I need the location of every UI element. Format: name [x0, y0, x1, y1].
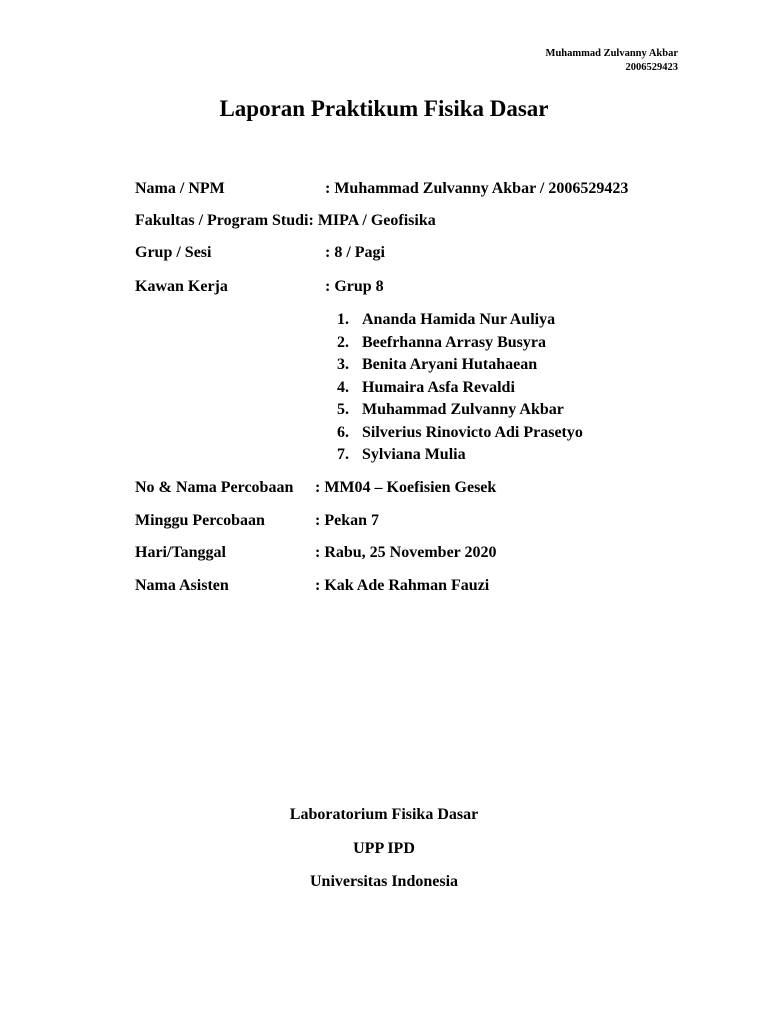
list-item — [337, 399, 583, 422]
member-name: Muhammad Zulvanny Akbar — [362, 401, 564, 418]
document-title: Laporan Praktikum Fisika Dasar — [219, 96, 549, 121]
member-number: 4. — [337, 378, 349, 396]
footer-unit: UPP IPD — [353, 840, 415, 857]
member-number: 7. — [337, 446, 349, 463]
member-list — [337, 309, 583, 467]
list-item — [337, 377, 583, 400]
field-percobaan — [135, 477, 497, 499]
field-fakultas — [135, 210, 436, 232]
member-number: 1. — [337, 311, 349, 328]
field-label: Kawan Kerja — [135, 278, 228, 295]
field-value: : 8 / Pagi — [325, 244, 385, 261]
member-name: Silverius Rinovicto Adi Prasetyo — [362, 423, 583, 441]
member-number: 3. — [337, 356, 349, 373]
footer-university: Universitas Indonesia — [309, 873, 459, 890]
field-kawan-kerja — [135, 276, 384, 298]
field-value: : Muhammad Zulvanny Akbar / 2006529423 — [325, 180, 629, 197]
page-header — [546, 47, 678, 75]
field-value: : Pekan 7 — [315, 512, 379, 529]
field-value: : MIPA / Geofisika — [308, 212, 436, 229]
field-hari-tanggal — [135, 542, 497, 564]
field-value: : Kak Ade Rahman Fauzi — [315, 577, 490, 594]
member-number: 5. — [337, 401, 349, 418]
field-label: Nama Asisten — [135, 577, 229, 594]
field-asisten — [135, 575, 490, 597]
field-label: Minggu Percobaan — [135, 512, 265, 529]
member-name: Ananda Hamida Nur Auliya — [362, 311, 556, 328]
field-value: : Rabu, 25 November 2020 — [315, 544, 497, 561]
member-name: Beefrhanna Arrasy Busyra — [362, 333, 546, 351]
field-label: Fakultas / Program Studi — [135, 212, 309, 229]
field-value: : MM04 – Koefisien Gesek — [315, 479, 497, 496]
field-value: : Grup 8 — [325, 278, 384, 295]
field-label: No & Nama Percobaan — [135, 479, 294, 496]
list-item — [337, 354, 583, 377]
list-item — [337, 332, 583, 355]
member-name: Sylviana Mulia — [362, 446, 466, 463]
footer-lab: Laboratorium Fisika Dasar — [289, 806, 479, 823]
list-item — [337, 309, 583, 332]
member-number: 6. — [337, 423, 349, 441]
field-label: Hari/Tanggal — [135, 544, 226, 561]
member-number: 2. — [337, 333, 349, 351]
list-item — [337, 444, 583, 467]
member-name: Humaira Asfa Revaldi — [362, 378, 515, 396]
field-grup-sesi — [135, 242, 385, 264]
field-minggu — [135, 510, 379, 532]
header-author: Muhammad Zulvanny Akbar — [545, 48, 678, 59]
list-item — [337, 422, 583, 445]
field-nama-npm — [135, 178, 629, 200]
field-label: Nama / NPM — [135, 180, 225, 197]
header-npm: 2006529423 — [625, 62, 678, 73]
member-name: Benita Aryani Hutahaean — [362, 356, 538, 373]
field-label: Grup / Sesi — [135, 244, 212, 261]
